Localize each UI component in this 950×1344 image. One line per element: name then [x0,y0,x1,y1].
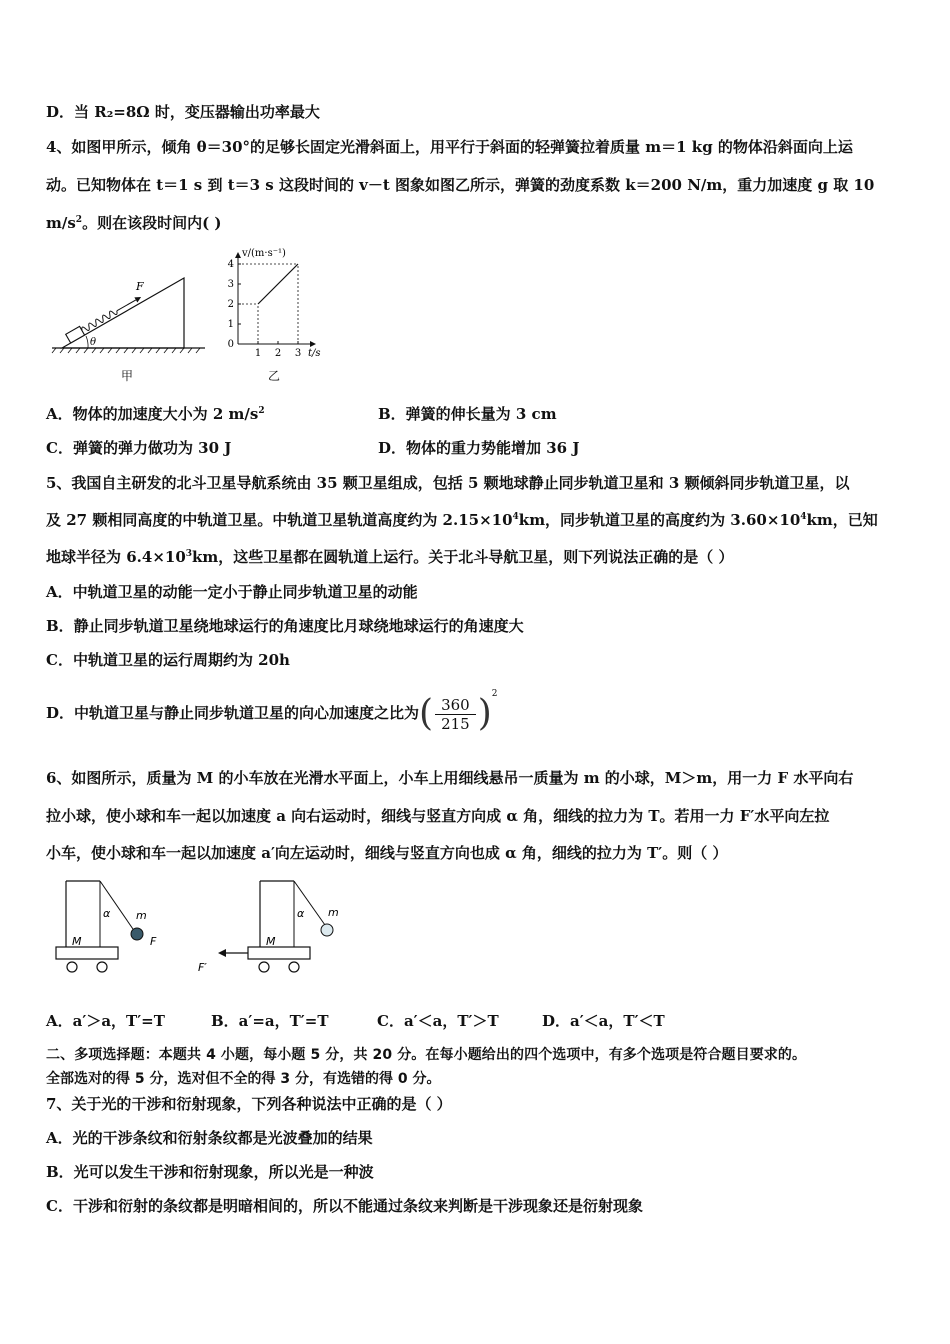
figure-yi-caption: 乙 [268,369,281,383]
q6-stem-line2: 拉小球，使小球和车一起以加速度 a 向右运动时，细线与竖直方向成 α 角，细线的拉力为 T。若用一力 F′水平向左拉 [46,807,830,825]
q3-option-d: D．当 R₂=8Ω 时，变压器输出功率最大 [46,103,320,121]
y-axis-label: v/(m·s⁻¹) [242,248,286,259]
ball-shape [321,924,333,936]
series-line [258,264,298,304]
x-axis-label: t/s [308,348,321,359]
q6-option-a: A．a′＞a，T′=T [46,1012,165,1030]
q7-option-a: A．光的干涉条纹和衍射条纹都是光波叠加的结果 [46,1129,373,1147]
y-axis-arrow [235,252,241,258]
alpha-label: α [297,907,305,920]
q7-stem: 7、关于光的干涉和衍射现象，下列各种说法中正确的是（ ） [46,1095,452,1113]
q5-option-d [46,688,497,738]
x-tick-label: 1 [254,348,262,359]
small-m-label: m [328,906,339,919]
q6-option-b: B．a′=a，T′=T [211,1012,329,1030]
q5-stem-line2-exp1: 4 [512,512,519,522]
q5-stem-line3-b: km，这些卫星都在圆轨道上运行。关于北斗导航卫星，则下列说法正确的是（ ） [192,548,734,566]
q7-option-c: C．干涉和衍射的条纹都是明暗相间的，所以不能通过条纹来判断是干涉现象还是衍射现象 [46,1197,643,1215]
figure-jia-caption: 甲 [121,369,134,383]
q4-option-a-text: A．物体的加速度大小为 2 m/s [46,405,259,423]
right-paren: ) [477,693,492,734]
q7-option-b: B．光可以发生干涉和衍射现象，所以光是一种波 [46,1163,374,1181]
q5-option-a: A．中轨道卫星的动能一定小于静止同步轨道卫星的动能 [46,583,418,601]
q6-option-c: C．a′＜a，T′＞T [377,1012,499,1030]
q5-stem-line3-exp: 3 [185,549,193,559]
arrow-left-icon [218,949,226,957]
force-fprime-label: F′ [198,961,207,974]
q4-stem-unit: m/s [46,214,76,232]
q4-stem-tail: 。则在该段时间内( ) [82,214,222,232]
small-m-label: m [136,909,147,922]
q4-option-c: C．弹簧的弹力做功为 30 J [46,439,232,457]
q5-stem-line3-a: 地球半径为 6.4×10 [46,548,186,566]
vt-chart [222,246,332,361]
x-tick-label: 3 [294,348,302,359]
q5-stem-line3 [46,547,734,567]
q4-option-a-exp: 2 [258,406,265,416]
cart-figure-right [194,875,344,980]
alpha-label: α [103,907,111,920]
x-axis-arrow [310,341,316,347]
q5-stem-line2 [46,510,878,530]
q6-stem-line3: 小车，使小球和车一起以加速度 a′向左运动时，细线与竖直方向也成 α 角，细线的拉力为 T′。则（ ） [46,844,728,862]
q4-stem-line3 [46,213,221,233]
big-m-label: M [266,935,276,948]
y-tick-label: 3 [227,279,234,290]
q5-stem-line2-a: 及 27 颗相同高度的中轨道卫星。中轨道卫星轨道高度约为 2.15×10 [46,511,513,529]
cart-figure-left [50,875,180,980]
q6-option-d: D．a′＜a，T′＜T [542,1012,665,1030]
ratio-fraction [435,696,476,733]
section2-heading-line2: 全部选对的得 5 分，选对但不全的得 3 分，有选错的得 0 分。 [46,1071,441,1087]
q4-stem-line2: 动。已知物体在 t＝1 s 到 t＝3 s 这段时间的 v－t 图象如图乙所示，弹簧的劲度系数 k＝200 N/m，重力加速度 g 取 10 [46,176,875,194]
spring-shape [81,308,119,333]
q5-stem-line2-b: km，同步轨道卫星的高度约为 3.60×10 [518,511,801,529]
q4-stem-line1: 4、如图甲所示，倾角 θ＝30°的足够长固定光滑斜面上，用平行于斜面的轻弹簧拉着质量 m＝1 kg 的物体沿斜面向上运 [46,138,853,156]
x-tick-label: 2 [274,348,282,359]
q5-option-c: C．中轨道卫星的运行周期约为 20h [46,651,290,669]
q4-stem-unit-exp: 2 [75,215,83,225]
y-tick-label: 4 [227,259,234,270]
y-tick-label: 1 [227,319,234,330]
force-label: F [136,280,144,293]
cart-body [56,947,118,959]
q5-stem-line2-exp2: 4 [800,512,807,522]
fraction-denominator: 215 [441,714,470,733]
q4-option-a [46,404,265,424]
q5-option-d-text: D．中轨道卫星与静止同步轨道卫星的向心加速度之比为 [46,704,420,722]
big-m-label: M [72,935,82,948]
fraction-numerator: 360 [435,696,476,715]
q5-option-b: B．静止同步轨道卫星绕地球运行的角速度比月球绕地球运行的角速度大 [46,617,524,635]
q5-stem-line1: 5、我国自主研发的北斗卫星导航系统由 35 颗卫星组成，包括 5 颗地球静止同步轨道卫星和 3 颗倾斜同步轨道卫星，以 [46,474,850,492]
incline-spring-figure [50,268,210,358]
fraction-exponent: 2 [491,689,498,699]
y-tick-label: 0 [227,339,234,350]
q5-stem-line2-c: km，已知 [806,511,878,529]
y-tick-label: 2 [227,299,234,310]
section2-heading-line1: 二、多项选择题：本题共 4 小题，每小题 5 分，共 20 分。在每小题给出的四个选项中，有多个选项是符合题目要求的。 [46,1047,807,1063]
theta-label: θ [90,337,97,348]
q4-option-d: D．物体的重力势能增加 36 J [378,439,580,457]
cart-body [248,947,310,959]
q4-option-b: B．弹簧的伸长量为 3 cm [378,405,557,423]
left-paren: ( [419,693,434,734]
q6-stem-line1: 6、如图所示，质量为 M 的小车放在光滑水平面上，小车上用细线悬吊一质量为 m 的小球，M＞m，用一力 F 水平向右 [46,769,854,787]
ball-shape [131,928,143,940]
force-f-label: F [150,935,157,948]
